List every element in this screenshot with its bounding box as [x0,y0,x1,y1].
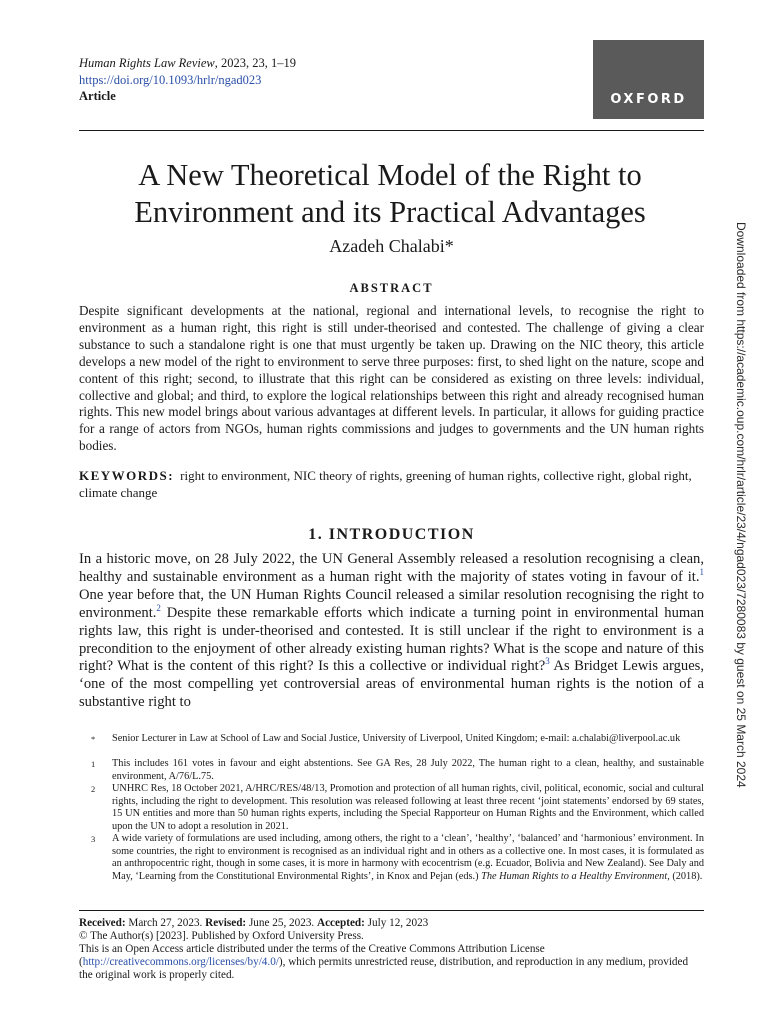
download-watermark: Downloaded from https://academic.oup.com/hrlr/article/23/4/ngad023/7280083 by guest on 25 March 2024 [734,222,748,788]
footnote-text: Senior Lecturer in Law at School of Law and Social Justice, University of Liverpool, United Kingdom; e-mail: a.chalabi@liverpool.ac.uk [112,733,681,744]
license-link[interactable]: http://creativecommons.org/licenses/by/4.0/ [82,956,279,968]
intro-text-4: As Bridget Lewis argues, ‘one of the most compelling yet controversial areas of environmental human rights is the notion of a substantive right to [79,658,704,711]
footnote-2 [79,783,704,833]
logo-text: OXFORD [610,92,687,107]
title-line-1: A New Theoretical Model of the Right to [138,158,642,192]
footnote-ref-1[interactable]: 1 [699,567,704,578]
footnote-mark: 1 [91,759,96,769]
oxford-logo [593,40,704,119]
publication-info [79,917,704,982]
citation-block [79,55,296,105]
doi-link[interactable]: https://doi.org/10.1093/hrlr/ngad023 [79,72,262,87]
article-type: Article [79,89,116,103]
intro-text-3: Despite these remarkable efforts which indicate a turning point in environmental human rights law, this right is under-theorised and contested. It is still unclear if the right to environment is a precondition to the enjoyment of other already existing human rights? What is the scope and nature of this right? What is the content of this right? Is this a collective or individual right? [79,604,704,675]
dates-line: Received: March 27, 2023. Revised: June 25, 2023. Accepted: July 12, 2023 [79,917,429,929]
copyright-line: © The Author(s) [2023]. Published by Oxford University Press. [79,930,364,942]
footnote-text: A wide variety of formulations are used including, among others, the right to a ‘clean’, ‘healthy’, ‘balanced’ and ‘harmonious’ environment. In some countries, the right to environment is recognised as an individual right and in others as a collective one. In most cases, it is formulated as an anthropocentric right, though in some cases, it is more in harmony with ecocentrism (e.g. Ecuador, Bolivia and New Zealand). See Daly and May, ‘Learning from the Constitutional Environmental Rights’, in Knox and Pejan (eds.) The Human Rights to a Healthy Environment, (2018). [112,833,704,882]
article-title [60,157,720,231]
keywords [79,467,704,501]
license-text: This is an Open Access article distributed under the terms of the Creative Commons Attribution License (http://creativecommons.org/licenses/by/4.0/), which permits unrestricted reuse, distribution, and reproduction in any medium, provided the original work is properly cited. [79,943,689,981]
footnote-text: This includes 161 votes in favour and eight abstentions. See GA Res, 28 July 2022, The human right to a clean, healthy, and sustainable environment, A/76/L.75. [112,758,704,782]
footnote-mark: 3 [91,834,96,844]
footnote-3 [79,833,704,883]
keywords-label: KEYWORDS: [79,468,175,483]
footnote-mark: * [91,734,96,744]
footnote-text: UNHRC Res, 18 October 2021, A/HRC/RES/48/13, Promotion and protection of all human rights, civil, political, economic, social and cultural rights, including the right to development. This resolution was released following at least three recent ‘joint statements’ endorsed by 69 states, 15 UN entities and more than 50 human rights experts, including the Special Rapporteur on Human Rights and the Environment, which called upon the UN to adopt a resolution in 2021. [112,783,704,832]
footnote-ref-3[interactable]: 3 [545,656,550,667]
footnote-1 [79,758,704,783]
abstract-heading: ABSTRACT [349,281,434,295]
journal-name: Human Rights Law Review [79,56,215,70]
abstract-text: Despite significant developments at the national, regional and international levels, to recognise the right to environment as a human right, this right is still under-theorised and contested. The challenge of giving a clear substance to such a standalone right is one that must urgently be taken up. Drawing on the NIC theory, this article develops a new model of the right to environment to serve three purposes: first, to shed light on the nature, scope and content of this right; second, to illustrate that this right can be considered as existing on three levels: individual, collective and global; and third, to explore the logical relationships between this right and already recognised human rights. This new model brings about various advantages at different levels. In particular, it allows for guiding practice for a range of actors from NGOs, human rights commissions and judges to governments and the UN human rights bodies. [79,303,704,454]
section-heading: 1. INTRODUCTION [308,526,475,543]
footer-divider [79,910,704,911]
journal-citation: , 2023, 23, 1–19 [214,56,297,70]
author-name: Azadeh Chalabi* [329,236,454,256]
keywords-text: right to environment, NIC theory of rights, greening of human rights, collective right, global right, climate change [79,468,692,500]
footnote-ref-2[interactable]: 2 [156,602,161,613]
intro-text-2: One year before that, the UN Human Rights Council released a similar resolution recognising the right to environment. [79,586,704,621]
footnote-author [79,733,704,746]
title-line-2: Environment and its Practical Advantages [134,195,646,229]
intro-text-1: In a historic move, on 28 July 2022, the UN General Assembly released a resolution recognising a clean, healthy and sustainable environment as a human right with the majority of states voting in favour of it. [79,551,704,585]
header-divider [79,130,704,131]
intro-paragraph [79,551,704,712]
footnote-mark: 2 [91,784,96,794]
